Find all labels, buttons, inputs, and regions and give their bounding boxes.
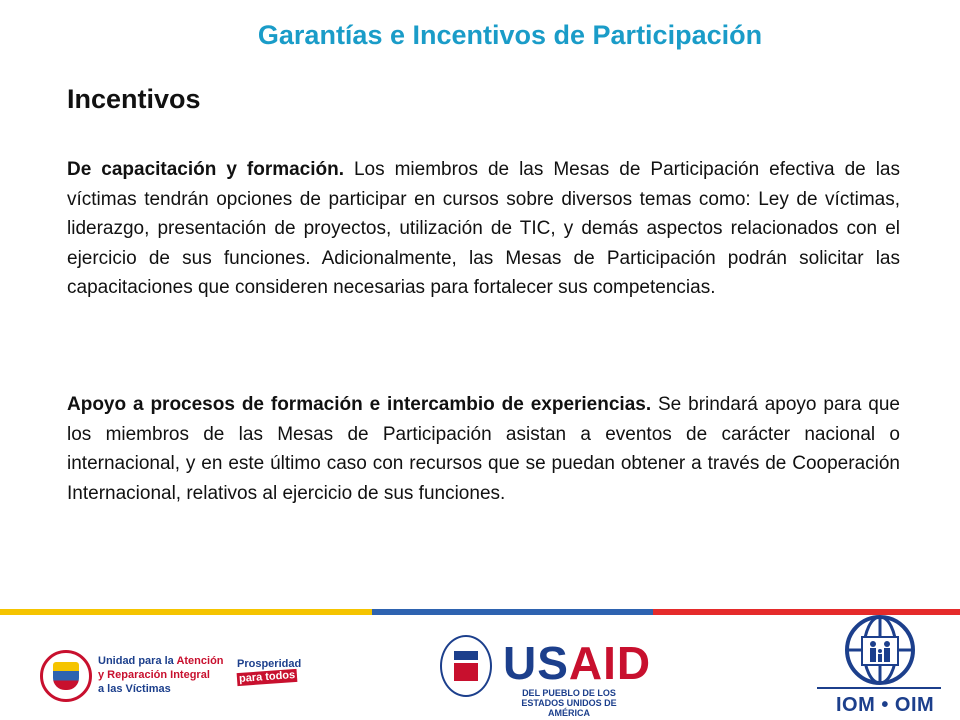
- paragraph-lead: Apoyo a procesos de formación e intercambio de experiencias.: [67, 394, 652, 415]
- usaid-seal-icon: [440, 635, 492, 697]
- logo-usaid: USAID: [503, 637, 652, 689]
- footer-stripe-blue: [372, 609, 653, 615]
- iom-globe-icon: [840, 613, 920, 688]
- logo-prosperidad: Prosperidad para todos: [237, 658, 302, 685]
- usaid-tagline: DEL PUEBLO DE LOS ESTADOS UNIDOS DE AMÉRICA: [521, 688, 617, 718]
- paragraph-body: Se brindará apoyo para que los miembros de las Mesas de Participación asistan a eventos de carácter nacional o internacional, y en este último caso con recursos que se puedan obtener a través de Cooperación Internacional, relativos al ejercicio de sus funciones.: [67, 394, 900, 504]
- paragraph-body: Los miembros de las Mesas de Participación efectiva de las víctimas tendrán opciones de participar en cursos sobre diversos temas como: Ley de víctimas, liderazgo, presentación de proyectos, utilización de TIC, y demás aspectos relacionados con el ejercicio de sus funciones. Adicionalmente, las Mesas de Participación podrán solicitar las capacitaciones que consideren necesarias para fortalecer sus competencias.: [67, 159, 900, 298]
- iom-divider: [817, 687, 941, 689]
- colombia-coat-of-arms-icon: [40, 650, 92, 702]
- section-heading: Incentivos: [67, 84, 201, 114]
- paragraph-apoyo: [67, 390, 900, 508]
- paragraph-capacitacion: [67, 155, 900, 303]
- paragraph-lead: De capacitación y formación.: [67, 159, 345, 180]
- logo-unidad-victimas: [40, 650, 360, 710]
- unidad-victimas-wordmark: Unidad para la Atención y Reparación Integral a las Víctimas: [98, 655, 224, 695]
- footer-stripe-yellow: [0, 609, 372, 615]
- iom-wordmark: IOM • OIM: [836, 694, 935, 716]
- slide-title: Garantías e Incentivos de Participación: [257, 20, 763, 50]
